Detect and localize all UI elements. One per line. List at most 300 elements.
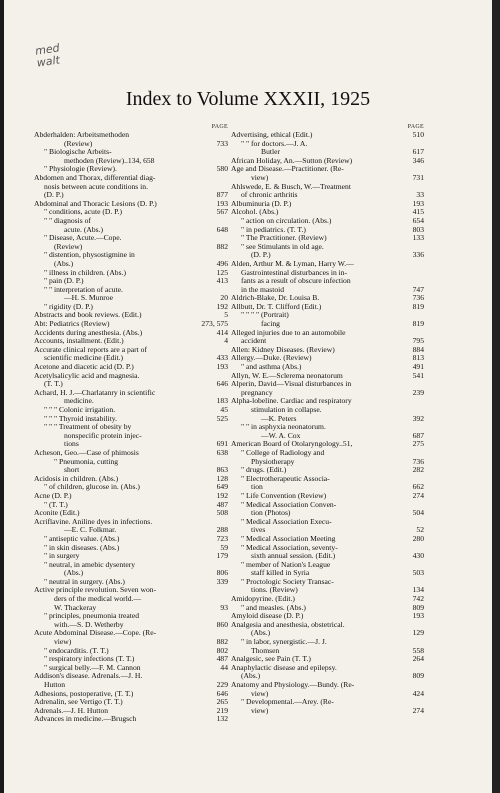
entry-text: Addison's disease. Adrenals.—J. H. [34, 672, 143, 681]
index-entry [231, 595, 424, 604]
index-entry [231, 604, 424, 613]
entry-text: (T. T.) [44, 380, 63, 389]
entry-page-number: 219 [216, 706, 228, 715]
entry-text: Hutton [44, 681, 66, 689]
index-entry [231, 277, 424, 286]
entry-page-number: 819 [412, 302, 424, 311]
entry-text: " in skin diseases. (Abs.) [44, 543, 120, 552]
index-entry [34, 440, 228, 449]
entry-page-number: 424 [412, 689, 424, 698]
entry-text: Abderhalden: Arbeitsmethoden [34, 131, 130, 139]
entry-page-number: 649 [216, 483, 228, 492]
index-entry [231, 466, 424, 475]
entry-text: Acheson, Geo.—Case of phimosis [34, 448, 139, 457]
index-page [4, 0, 492, 793]
entry-text: Accidents during anesthesia. (Abs.) [34, 328, 143, 337]
index-entry [34, 535, 228, 544]
entry-text: view) [251, 689, 269, 698]
entry-page-number: 541 [412, 371, 424, 380]
entry-text: (Abs.) [251, 629, 271, 638]
index-entry [34, 140, 228, 149]
entry-text: " rigidity (D. P.) [44, 302, 93, 311]
entry-page-number: 282 [412, 466, 424, 475]
index-column-right [231, 124, 424, 715]
index-entry [231, 269, 424, 278]
index-entry [231, 165, 424, 174]
index-entry [231, 526, 424, 535]
entry-page-number: 193 [216, 363, 228, 372]
entry-text: " principles, pneumonia treated [44, 612, 140, 621]
entry-page-number: 496 [216, 259, 228, 268]
entry-page-number: 736 [412, 457, 424, 466]
entry-text: " antiseptic value. (Abs.) [44, 534, 120, 543]
index-entry [231, 243, 424, 252]
entry-page-number: 646 [216, 689, 228, 698]
entry-text: Analgesic, see Pain (T. T.) [231, 655, 311, 664]
index-entry [231, 380, 424, 389]
index-entry [34, 432, 228, 441]
entry-page-number: 617 [412, 148, 424, 157]
index-entry [34, 320, 228, 329]
index-entry [231, 226, 424, 235]
index-entry [231, 346, 424, 355]
entry-text: " respiratory infections (T. T.) [44, 655, 135, 664]
index-entry [231, 397, 424, 406]
index-entry [231, 329, 424, 338]
index-entry [34, 217, 228, 226]
entry-page-number: 264 [412, 655, 424, 664]
index-entry [231, 294, 424, 303]
entry-text: Amyloid disease (D. P.) [231, 612, 304, 621]
entry-text: fants as a result of obscure infection [241, 277, 351, 286]
entry-text: " Medical Association Meeting [241, 534, 336, 543]
entry-page-number: 128 [216, 474, 228, 483]
entry-page-number: 742 [412, 595, 424, 604]
entry-text: Accounts, installment. (Edit.) [34, 337, 124, 346]
index-entry [34, 492, 228, 501]
entry-text: Aldrich-Blake, Dr. Louisa B. [231, 294, 320, 303]
entry-page-number: 265 [216, 698, 228, 707]
index-entry [231, 483, 424, 492]
index-entry [231, 647, 424, 656]
entry-text: —K. Peters [261, 414, 297, 423]
index-entry [231, 200, 424, 209]
index-entry [231, 251, 424, 260]
entry-page-number: 280 [412, 534, 424, 543]
index-entry [34, 148, 228, 157]
index-entry [34, 251, 228, 260]
entry-text: " Biologische Arbeits- [44, 148, 112, 157]
index-entry [34, 363, 228, 372]
entry-text: ders of the medical world.— [54, 595, 142, 604]
index-entry [231, 578, 424, 587]
index-entry [34, 260, 228, 269]
entry-page-number: 877 [216, 191, 228, 200]
index-entry [231, 191, 424, 200]
index-entry [231, 544, 424, 553]
entry-text: " Life Convention (Review) [241, 491, 327, 500]
entry-page-number: 192 [216, 491, 228, 500]
index-entry [34, 638, 228, 647]
index-entry [231, 449, 424, 458]
entry-text: " " diagnosis of [44, 216, 91, 225]
entry-page-number: 723 [216, 534, 228, 543]
entry-page-number: 274 [412, 491, 424, 500]
entry-text: " action on circulation. (Abs.) [241, 216, 332, 225]
entry-text: tions. (Review) [251, 586, 298, 595]
entry-page-number: 795 [412, 337, 424, 346]
index-entry [34, 337, 228, 346]
index-entry [34, 286, 228, 295]
entry-text: (Review) [54, 242, 83, 251]
entry-text: acute. (Abs.) [64, 225, 104, 234]
index-entry [231, 432, 424, 441]
entries-left [34, 131, 228, 724]
entry-page-number: 193 [412, 199, 424, 208]
entry-text: African Holiday, An.—Sutton (Review) [231, 156, 353, 165]
index-entry [34, 569, 228, 578]
index-entry [34, 294, 228, 303]
entry-text: Acne (D. P.) [34, 491, 72, 500]
index-entry [231, 664, 424, 673]
entry-text: pregnancy [241, 388, 273, 397]
entry-text: " Medical Association, seventy- [241, 543, 338, 552]
index-entry [34, 526, 228, 535]
index-entry [231, 363, 424, 372]
index-entry [34, 311, 228, 320]
entry-text: Thomsen [251, 646, 280, 655]
page-title: Index to Volume XXXII, 1925 [125, 88, 371, 110]
entry-text: scientific medicine (Edit.) [44, 354, 124, 363]
index-entry [34, 389, 228, 398]
entry-text: " of children, glucose in. (Abs.) [44, 483, 140, 492]
entry-text: " and measles. (Abs.) [241, 603, 306, 612]
entry-page-number: 558 [412, 646, 424, 655]
entry-page-number: 183 [216, 397, 228, 406]
entry-text: " Pneumonia, cutting [54, 457, 119, 466]
entry-text: tion (Photos) [251, 509, 291, 518]
entry-page-number: 45 [220, 406, 228, 414]
entry-text: facing [261, 320, 280, 329]
index-entry [34, 372, 228, 381]
entry-text: Albuminuria (D. P.) [231, 199, 292, 208]
index-entry [34, 483, 228, 492]
entry-page-number: 179 [216, 552, 228, 561]
entry-page-number: 4 [224, 337, 228, 346]
index-entry [231, 586, 424, 595]
entry-page-number: 648 [216, 225, 228, 234]
index-entry [34, 595, 228, 604]
index-entry [231, 638, 424, 647]
entry-text: " neutral in surgery. (Abs.) [44, 577, 125, 586]
entry-text: " drugs. (Edit.) [241, 466, 287, 475]
entry-text: " " " Colonic irrigation. [44, 406, 116, 414]
index-entry [231, 561, 424, 570]
entry-text: " member of Nation's League [241, 560, 331, 569]
index-entry [34, 707, 228, 716]
index-entry [231, 423, 424, 432]
entry-text: " in pediatrics. (T. T.) [241, 225, 306, 234]
entry-text: " College of Radiology and [241, 448, 325, 457]
entry-page-number: 339 [216, 577, 228, 586]
entry-text: Advances in medicine.—Brugsch [34, 715, 137, 724]
index-entry [231, 501, 424, 510]
entry-page-number: 346 [412, 156, 424, 165]
index-entry [34, 715, 228, 724]
entry-text: " The Practitioner. (Review) [241, 234, 327, 243]
entry-text: (Abs.) [241, 672, 261, 681]
entry-text: " " " Thyroid instability. [44, 414, 118, 423]
entry-text: Achard, H. J.—Charlatanry in scientific [34, 388, 156, 397]
entry-text: " see Stimulants in old age. [241, 242, 324, 251]
entry-page-number: 504 [412, 509, 424, 518]
index-entry [231, 629, 424, 638]
entry-text: Gastrointestinal disturbances in in- [241, 268, 348, 277]
index-entry [231, 707, 424, 716]
index-entry [34, 131, 228, 140]
entry-page-number: 44 [220, 663, 228, 672]
handwritten-note [34, 42, 62, 69]
entry-page-number: 229 [216, 681, 228, 689]
entry-text: (Abs.) [54, 259, 74, 268]
entry-text: —E. C. Folkmar. [64, 526, 117, 535]
index-entry [34, 157, 228, 166]
entry-page-number: 433 [216, 354, 228, 363]
entry-text: Alleged injuries due to an automobile [231, 328, 346, 337]
index-entry [34, 269, 228, 278]
entry-page-number: 884 [412, 345, 424, 354]
index-entry [231, 303, 424, 312]
index-entry [231, 183, 424, 192]
entry-page-number: 813 [412, 354, 424, 363]
index-entry [34, 329, 228, 338]
entry-page-number: 132 [216, 715, 228, 724]
entry-page-number: 882 [216, 242, 228, 251]
index-entry [34, 243, 228, 252]
entry-page-number: 487 [216, 500, 228, 509]
index-entry [34, 672, 228, 681]
index-entry [34, 449, 228, 458]
index-entry [34, 475, 228, 484]
entry-text: " " for doctors.—J. A. [241, 139, 308, 148]
entry-text: tives [251, 526, 266, 535]
entry-page-number: 508 [216, 509, 228, 518]
index-entry [34, 578, 228, 587]
entries-right [231, 131, 424, 715]
entry-page-number: 863 [216, 466, 228, 475]
index-entry [231, 389, 424, 398]
index-entry [231, 672, 424, 681]
entry-text: Alpha-lobeline. Cardiac and respiratory [231, 397, 352, 406]
index-entry [34, 518, 228, 527]
index-entry [231, 337, 424, 346]
entry-text: Abstracts and book reviews. (Edit.) [34, 311, 142, 320]
entry-text: Butler [261, 148, 280, 157]
entry-text: Allen: Kidney Diseases. (Review) [231, 345, 335, 354]
index-entry [34, 586, 228, 595]
entry-text: " Medical Association Conven- [241, 500, 337, 509]
entry-text: short [64, 466, 80, 475]
entry-page-number: 736 [412, 294, 424, 303]
entry-text: Adrenals.—J. H. Hutton [34, 706, 109, 715]
entry-text: " pain (D. P.) [44, 277, 84, 286]
entry-page-number: 274 [412, 706, 424, 715]
entry-page-number: 288 [216, 526, 228, 535]
entry-text: Abdominal and Thoracic Lesions (D. P.) [34, 199, 157, 208]
index-entry [34, 655, 228, 664]
entry-text: view) [251, 706, 269, 715]
entry-text: " distention, physostigmine in [44, 251, 135, 260]
entry-text: Acetone and diacetic acid (D. P.) [34, 363, 134, 372]
entry-text: Allyn, W. E.—Sclerema neonatorum [231, 371, 343, 380]
entry-page-number: 747 [412, 285, 424, 294]
index-entry [34, 191, 228, 200]
entry-text: Active principle revolution. Seven won- [34, 586, 157, 595]
entry-text: Abt: Pediatrics (Review) [34, 320, 110, 329]
entry-text: Abdomen and Thorax, differential diag- [34, 173, 156, 182]
entry-page-number: 415 [412, 208, 424, 217]
index-entry [231, 208, 424, 217]
entry-text: " Medical Association Execu- [241, 517, 332, 526]
entry-page-number: 733 [216, 139, 228, 148]
entry-page-number: 52 [416, 526, 424, 535]
index-entry [231, 406, 424, 415]
index-entry [231, 234, 424, 243]
entry-page-number: 239 [412, 388, 424, 397]
entry-text: Allergy.—Duke. (Review) [231, 354, 312, 363]
entry-text: " " interpretation of acute. [44, 285, 123, 294]
entry-text: " Developmental.—Arey. (Re- [241, 698, 334, 707]
entry-text: Allbutt, Dr. T. Clifford (Edit.) [231, 302, 322, 311]
index-entry [231, 320, 424, 329]
entry-text: " in labor, synergistic.—J. J. [241, 638, 327, 647]
entry-page-number: 193 [412, 612, 424, 621]
entry-text: (D. P.) [251, 251, 271, 260]
index-entry [231, 354, 424, 363]
entry-page-number: 809 [412, 672, 424, 681]
index-entry [34, 664, 228, 673]
index-column-left [34, 124, 228, 724]
index-entry [231, 698, 424, 707]
entry-text: " " " " (Portrait) [241, 311, 289, 320]
index-entry [231, 681, 424, 690]
entry-page-number: 414 [216, 328, 228, 337]
entry-page-number: 20 [220, 294, 228, 303]
index-entry [231, 690, 424, 699]
index-entry [34, 183, 228, 192]
entry-text: " (T. T.) [44, 500, 68, 509]
entry-text: sixth annual session. (Edit.) [251, 552, 336, 561]
entry-text: Alden, Arthur M. & Lyman, Harry W.— [231, 259, 354, 268]
entry-text: Adrenalin, see Vertigo (T. T.) [34, 698, 123, 707]
index-entry [231, 475, 424, 484]
entry-page-number: 59 [220, 543, 228, 552]
entry-page-number: 806 [216, 569, 228, 578]
entry-page-number: 273, 575 [201, 320, 228, 329]
index-entry [231, 655, 424, 664]
index-entry [231, 415, 424, 424]
entry-page-number: 646 [216, 380, 228, 389]
entry-page-number: 638 [216, 448, 228, 457]
index-entry [34, 397, 228, 406]
index-entry [231, 311, 424, 320]
entry-text: " Physiologie (Review). [44, 165, 117, 174]
index-entry [34, 346, 228, 355]
page-column-label: PAGE [407, 124, 424, 130]
entry-text: Analgesia and anesthesia, obstetrical. [231, 620, 345, 629]
index-entry [34, 466, 228, 475]
entry-text: tion [251, 483, 263, 492]
index-entry [34, 458, 228, 467]
entry-text: Acriflavine. Aniline dyes in infections. [34, 517, 153, 526]
index-entry [34, 681, 228, 690]
entry-text: medicine. [64, 397, 94, 406]
index-entry [34, 165, 228, 174]
entry-text: " " in asphyxia neonatorum. [241, 423, 326, 432]
index-entry [231, 440, 424, 449]
entry-text: " neutral, in amebic dysentery [44, 560, 136, 569]
handwritten-line: med [34, 41, 61, 58]
entry-page-number: 193 [216, 199, 228, 208]
index-entry [34, 612, 228, 621]
handwritten-line: walt [35, 53, 61, 70]
entry-text: Anaphylactic disease and epilepsy. [231, 663, 337, 672]
entry-page-number: 129 [412, 629, 424, 638]
index-entry [231, 552, 424, 561]
index-entry [34, 354, 228, 363]
entry-page-number: 819 [412, 320, 424, 329]
index-entry [34, 200, 228, 209]
entry-page-number: 392 [412, 414, 424, 423]
index-entry [34, 406, 228, 415]
entry-page-number: 803 [412, 225, 424, 234]
entry-text: " endocarditis. (T. T.) [44, 646, 109, 655]
index-entry [231, 372, 424, 381]
index-entry [34, 174, 228, 183]
entry-text: " Electrotherapeutic Associa- [241, 474, 330, 483]
index-entry [231, 569, 424, 578]
entry-text: (Abs.) [64, 569, 84, 578]
entry-page-number: 731 [412, 173, 424, 182]
entry-page-number: 5 [224, 311, 228, 320]
index-entry [34, 423, 228, 432]
index-entry [231, 260, 424, 269]
index-entry [231, 148, 424, 157]
index-entry [34, 544, 228, 553]
entry-text: of chronic arthritis [241, 191, 298, 200]
entry-page-number: 336 [412, 251, 424, 260]
entry-text: —W. A. Cox [261, 431, 301, 440]
entry-text: " Disease, Acute.—Cope. [44, 234, 122, 243]
entry-page-number: 525 [216, 414, 228, 423]
index-entry [34, 208, 228, 217]
index-entry [231, 518, 424, 527]
entry-text: Alcohol. (Abs.) [231, 208, 279, 217]
index-entry [231, 612, 424, 621]
entry-text: " in surgery [44, 552, 80, 561]
index-entry [231, 174, 424, 183]
index-entry [34, 277, 228, 286]
entry-text: in the mastoid [241, 285, 285, 294]
entry-text: " " " Treatment of obesity by [44, 423, 132, 432]
entry-text: (D. P.) [44, 191, 64, 200]
index-entry [231, 492, 424, 501]
entry-page-number: 413 [216, 277, 228, 286]
entry-page-number: 654 [412, 216, 424, 225]
index-entry [34, 629, 228, 638]
entry-text: " conditions, acute (D. P.) [44, 208, 122, 217]
entry-text: view) [54, 638, 72, 647]
